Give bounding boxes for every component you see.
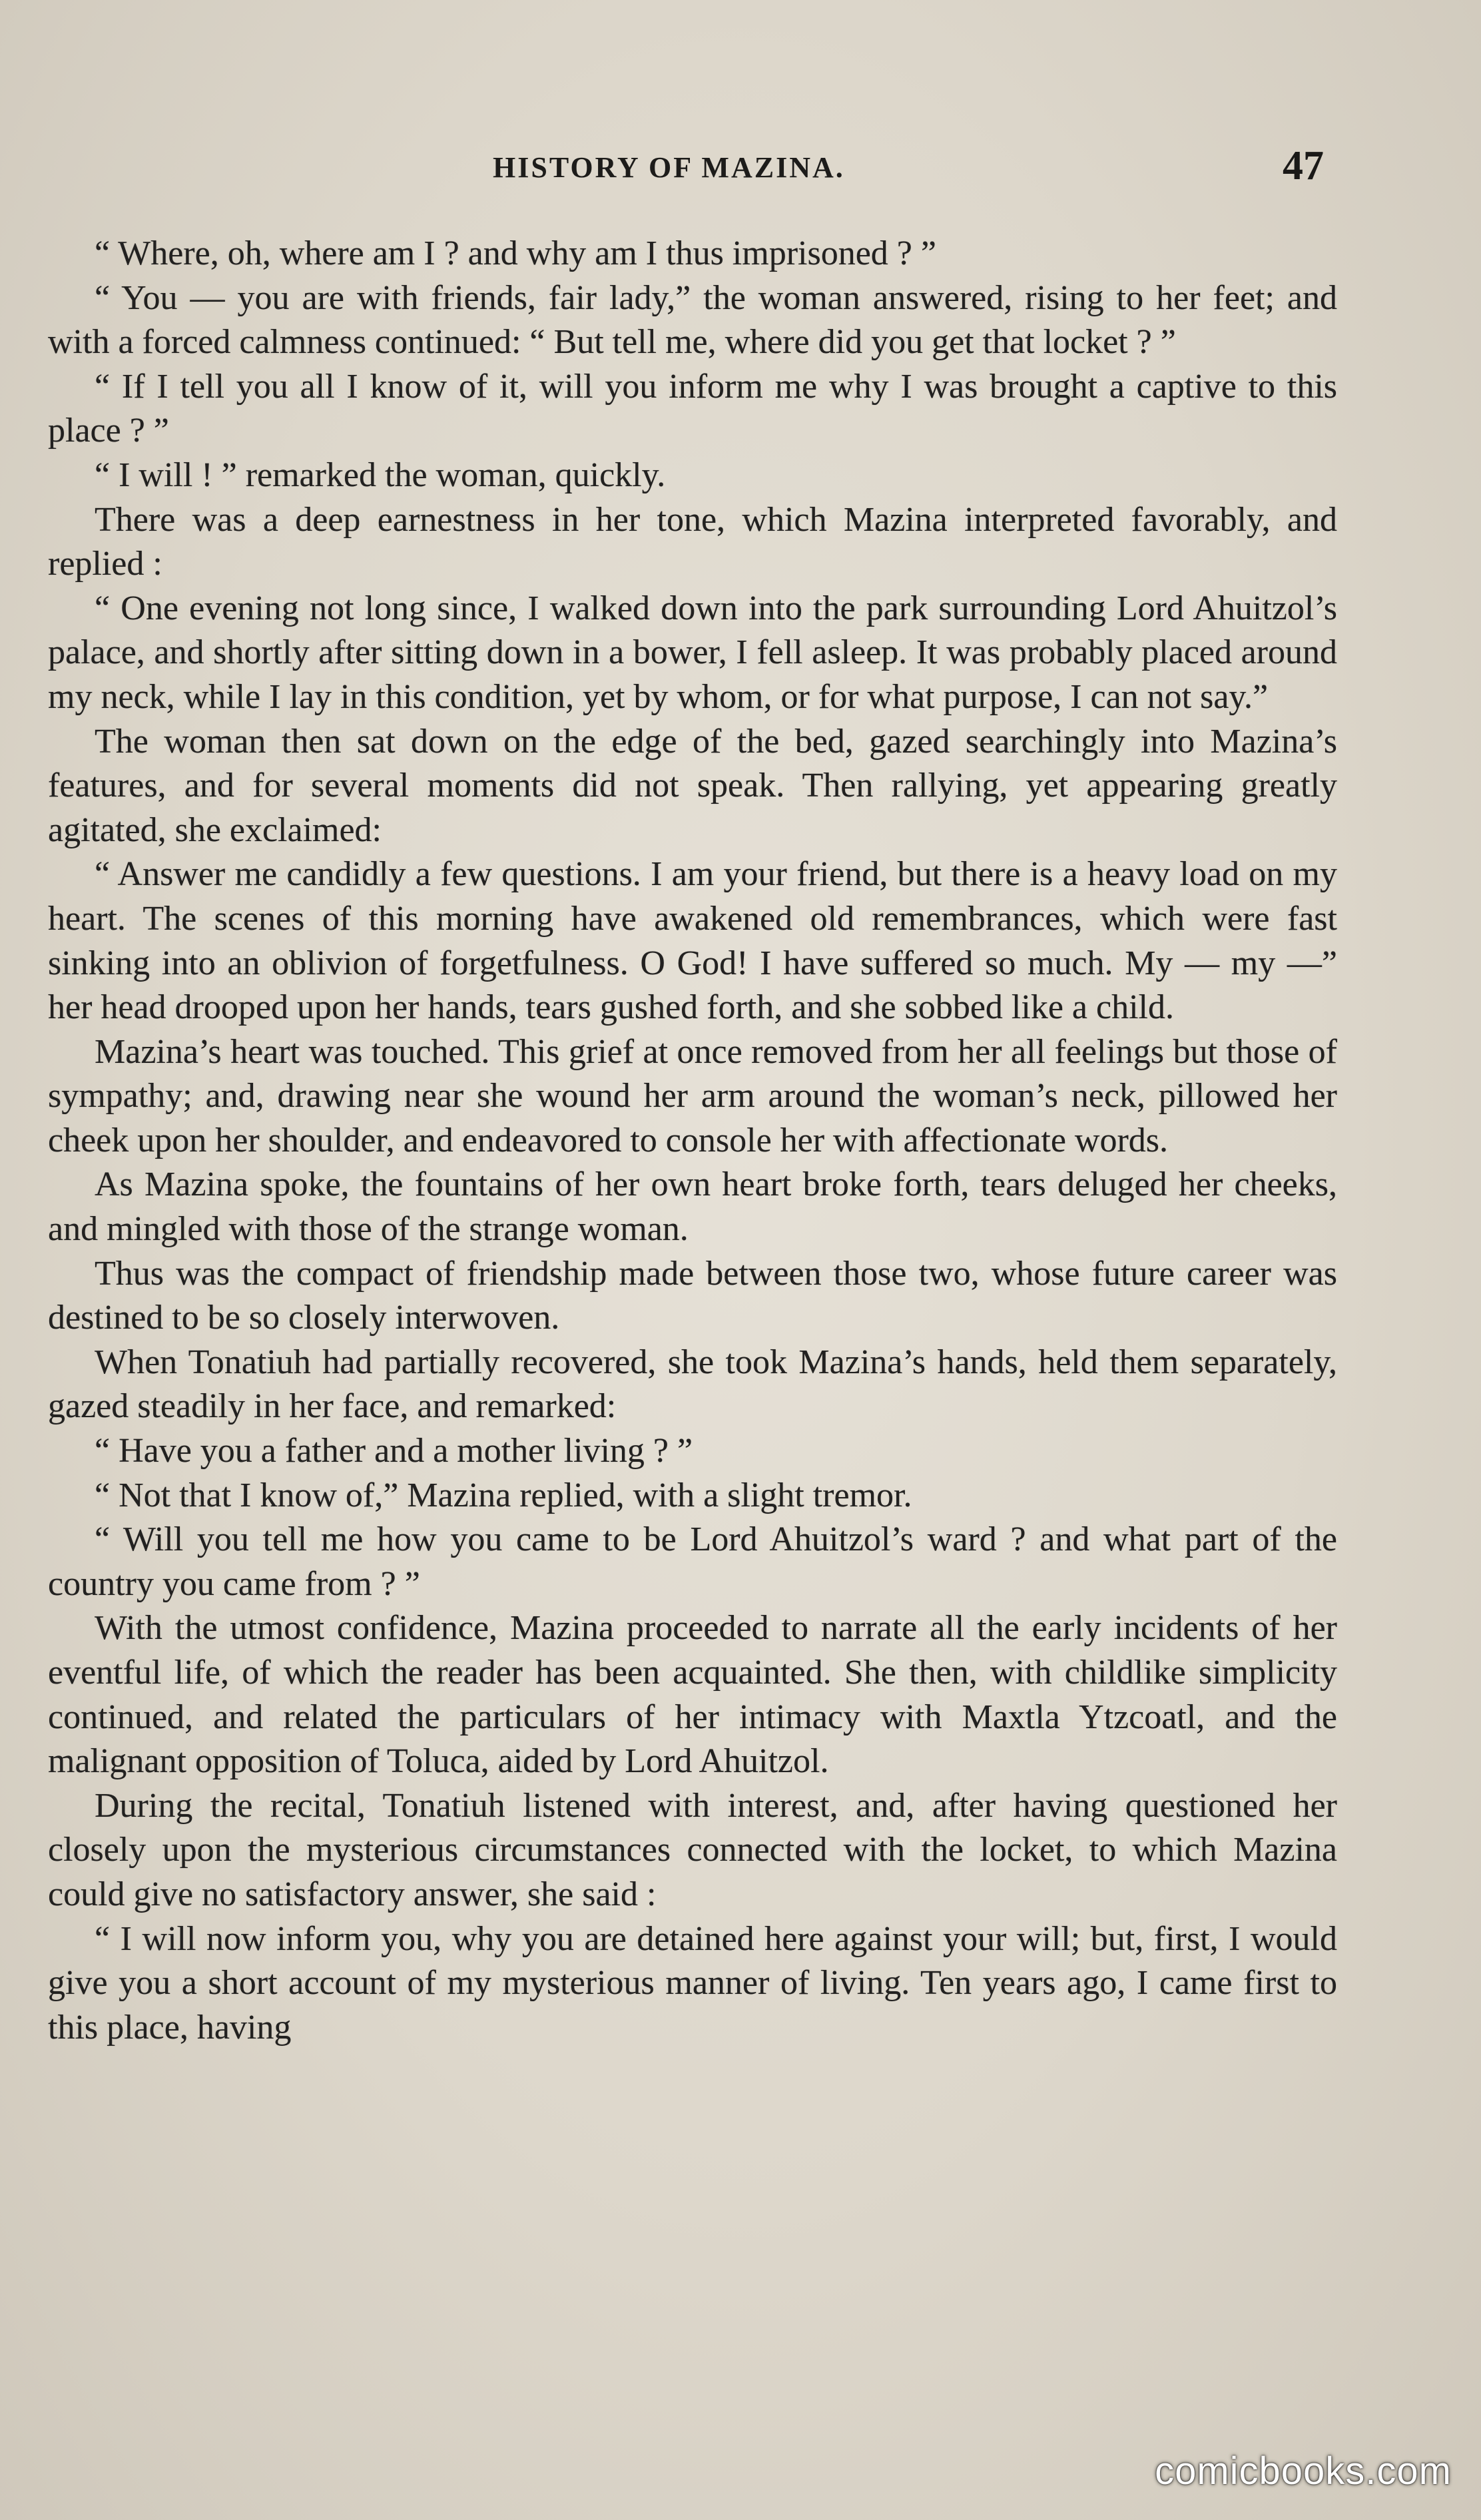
page-number: 47 [1283,143,1324,188]
site-watermark: comicbooks.com [1155,2449,1452,2493]
paragraph: “ Where, oh, where am I ? and why am I thus imprisoned ? ” [95,234,936,272]
paragraph: “ One evening not long since, I walked down into the park surrounding Lord Ahuitzol’s palace, and shortly after sitting down in a bower, I fell asleep. It was probably placed around my neck, while I lay in this condition, yet by whom, or for what purpose, I can not say.” [48,589,1337,716]
page-header [0,143,1481,201]
running-title: HISTORY OF MAZINA. [493,151,845,184]
paragraph: Mazina’s heart was touched. This grief at once removed from her all feelings but those of sympathy; and, drawing near she wound her arm around the woman’s neck, pillowed her cheek upon her shoulder, and endeavored to console her with affectionate words. [48,1032,1337,1159]
paragraph: “ You — you are with friends, fair lady,” the woman answered, rising to her feet; and with a forced calmness continued: “ But tell me, where did you get that locket ? ” [48,278,1337,362]
paragraph: There was a deep earnestness in her tone, which Mazina interpreted favorably, and replied : [48,500,1337,583]
paragraph: The woman then sat down on the edge of the bed, gazed searchingly into Mazina’s features, and for several moments did not speak. Then rallying, yet appearing greatly agitated, she exclaimed: [48,722,1337,849]
paragraph: During the recital, Tonatiuh listened with interest, and, after having questioned her closely upon the mysterious circumstances connected with the locket, to which Mazina could give no satisfactory answer, she said : [48,1786,1337,1913]
paragraph: With the utmost confidence, Mazina proceeded to narrate all the early incidents of her eventful life, of which the reader has been acquainted. She then, with childlike simplicity continued, and related the particulars of her intimacy with Maxtla Ytzcoatl, and the malignant opposition of Toluca, aided by Lord Ahuitzol. [48,1609,1337,1781]
body-text [48,232,1337,2050]
paragraph: Thus was the compact of friendship made between those two, whose future career was destined to be so closely interwoven. [48,1254,1337,1337]
paragraph: “ I will ! ” remarked the woman, quickly. [95,456,666,494]
paragraph: “ Not that I know of,” Mazina replied, with a slight tremor. [95,1476,912,1514]
paragraph: When Tonatiuh had partially recovered, she took Mazina’s hands, held them separately, gazed steadily in her face, and remarked: [48,1343,1337,1426]
paragraph: “ Answer me candidly a few questions. I am your friend, but there is a heavy load on my heart. The scenes of this morning have awakened old remembrances, which were fast sinking into an oblivion of forgetfulness. O God! I have suffered so much. My — my —” her head drooped upon her hands, tears gushed forth, and she sobbed like a child. [48,855,1337,1027]
paragraph: “ Have you a father and a mother living ? ” [95,1432,693,1470]
paragraph: “ I will now inform you, why you are detained here against your will; but, first, I would give you a short account of my mysterious manner of living. Ten years ago, I came first to this place, having [48,1919,1337,2047]
paragraph: “ Will you tell me how you came to be Lord Ahuitzol’s ward ? and what part of the country you came from ? ” [48,1520,1337,1603]
paragraph: “ If I tell you all I know of it, will you inform me why I was brought a captive to this place ? ” [48,367,1337,450]
paragraph: As Mazina spoke, the fountains of her own heart broke forth, tears deluged her cheeks, and mingled with those of the strange woman. [48,1165,1337,1249]
